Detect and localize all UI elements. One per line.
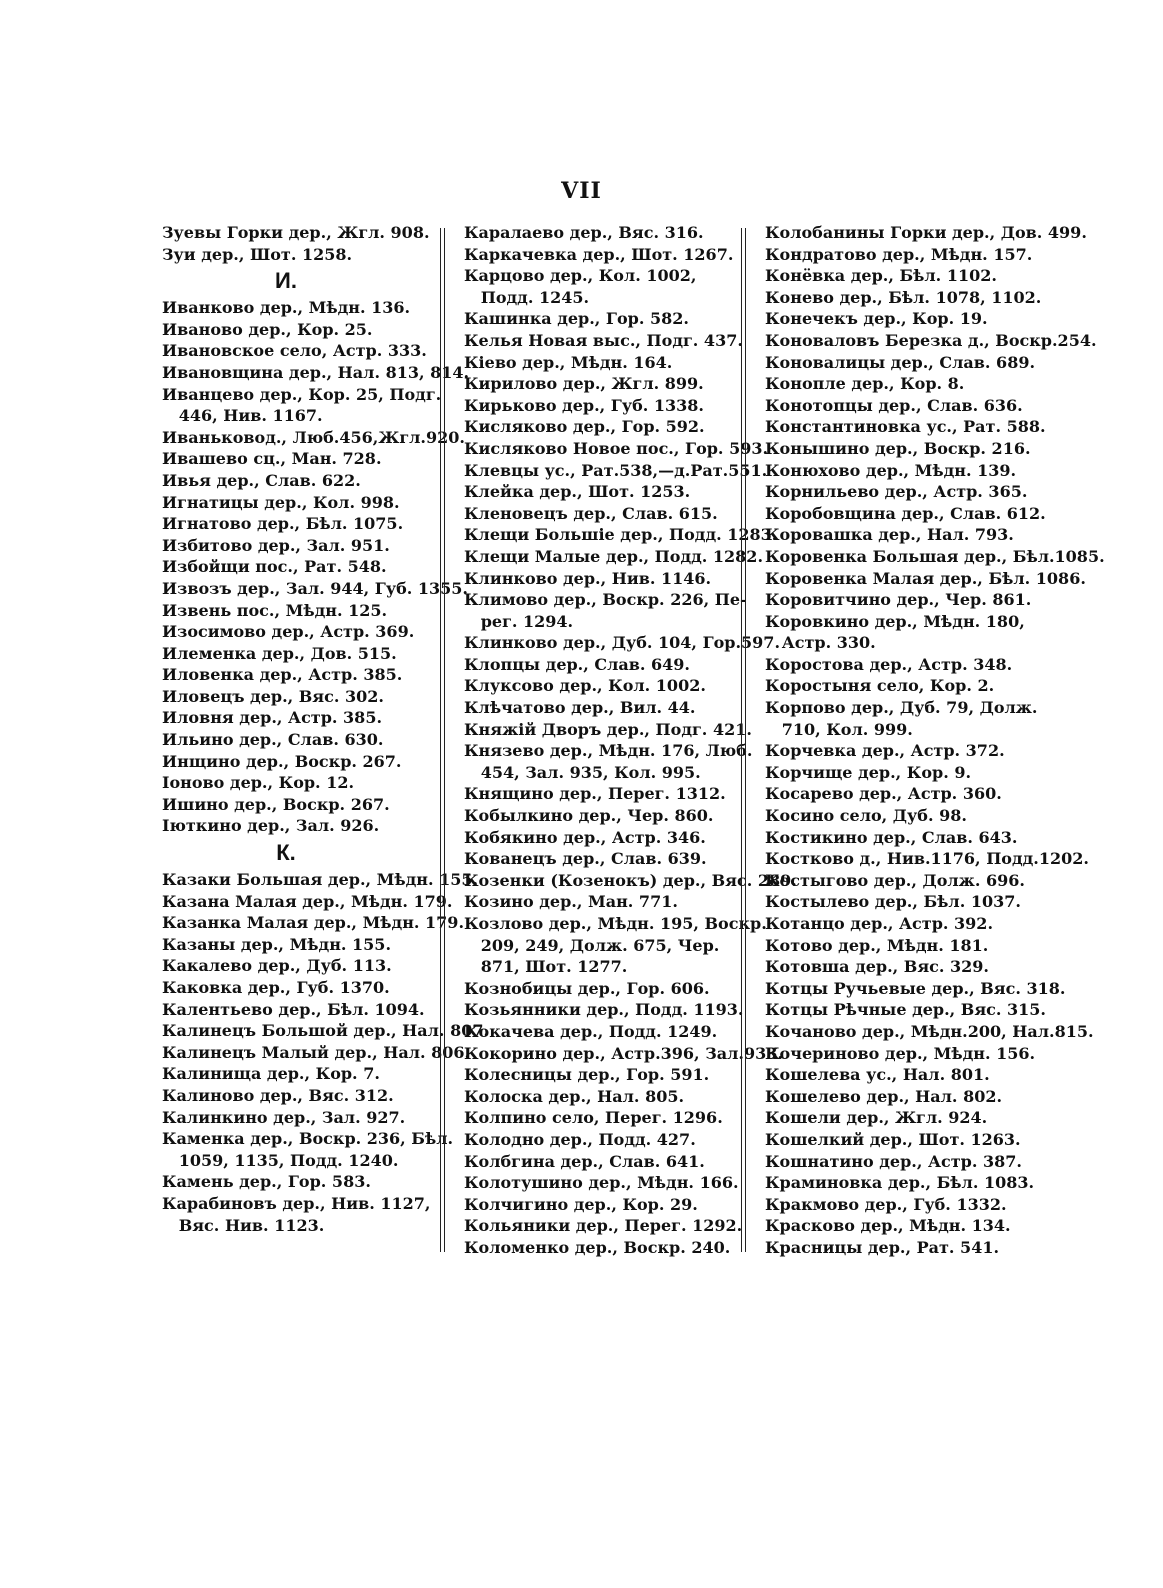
index-entry: Кознобицы дер., Гор. 606.	[464, 978, 710, 998]
index-entry: Кочаново дер., Мѣдн.200, Нал.815.	[765, 1021, 1094, 1041]
index-entry: Илеменка дер., Дов. 515.	[162, 643, 397, 663]
index-entry: Козино дер., Ман. 771.	[464, 892, 678, 912]
index-entry: Костыгово дер., Долж. 696.	[765, 870, 1025, 890]
index-entry: Каралаево дер., Вяс. 316.	[464, 223, 704, 242]
index-entry: Клинково дер., Нив. 1146.	[464, 568, 712, 588]
index-entry: Коростова дер., Астр. 348.	[765, 654, 1013, 674]
index-entry: Казаки Большая дер., Мѣдн. 155.	[162, 870, 479, 890]
index-entry: Княжій Дворъ дер., Подг. 421.	[464, 719, 752, 739]
index-entry: Кашинка дер., Гор. 582.	[464, 309, 689, 329]
index-entry: 209, 249, Долж. 675, Чер.	[464, 935, 720, 955]
index-entry: Клѣчатово дер., Вил. 44.	[464, 698, 696, 718]
index-entry: Кочериново дер., Мѣдн. 156.	[765, 1043, 1036, 1063]
index-entry: Калиново дер., Вяс. 312.	[162, 1085, 394, 1105]
index-entry: Козлово дер., Мѣдн. 195, Воскр.	[464, 914, 767, 933]
index-entry: Кирьково дер., Губ. 1338.	[464, 395, 704, 415]
index-entry: Косарево дер., Астр. 360.	[765, 784, 1002, 804]
index-entry: Калинецъ Большой дер., Нал. 807.	[162, 1021, 490, 1041]
index-entry: Конёвка дер., Бѣл. 1102.	[765, 266, 997, 286]
page-number: VII	[561, 178, 602, 204]
index-entry: Кокачева дер., Подд. 1249.	[464, 1021, 718, 1041]
index-entry: Кондратово дер., Мѣдн. 157.	[765, 244, 1033, 264]
index-entry: Калинецъ Малый дер., Нал. 806.	[162, 1042, 471, 1062]
index-entry: Корнильево дер., Астр. 365.	[765, 482, 1028, 502]
index-entry: Конечекъ дер., Кор. 19.	[765, 309, 988, 329]
index-entry: Калинища дер., Кор. 7.	[162, 1064, 380, 1084]
index-entry: Іоново дер., Кор. 12.	[162, 773, 355, 793]
index-entry: Колотушино дер., Мѣдн. 166.	[464, 1173, 739, 1193]
index-entry: Коровенка Малая дер., Бѣл. 1086.	[765, 568, 1086, 588]
index-entry: Клейка дер., Шот. 1253.	[464, 482, 691, 502]
index-entry: Коровитчино дер., Чер. 861.	[765, 590, 1032, 610]
index-entry: Клинково дер., Дуб. 104, Гор.597.	[464, 633, 781, 653]
index-entry: Ивья дер., Слав. 622.	[162, 470, 361, 490]
index-entry: Колесницы дер., Гор. 591.	[464, 1065, 710, 1085]
index-entry: Корчевка дер., Астр. 372.	[765, 741, 1005, 761]
index-entry: Зуевы Горки дер., Жгл. 908.	[162, 223, 430, 242]
index-entry: Камень дер., Гор. 583.	[162, 1172, 371, 1192]
index-entry: Изосимово дер., Астр. 369.	[162, 622, 415, 642]
index-entry: 446, Нив. 1167.	[162, 406, 323, 426]
index-entry: Калинкино дер., Зал. 927.	[162, 1107, 406, 1127]
index-entry: Кокорино дер., Астр.396, Зал.933.	[464, 1043, 783, 1063]
index-entry: Какалево дер., Дуб. 113.	[162, 956, 392, 976]
index-entry: Колодно дер., Подд. 427.	[464, 1129, 696, 1149]
index-column-3	[765, 222, 1105, 1259]
index-entry: Костылево дер., Бѣл. 1037.	[765, 892, 1021, 912]
index-entry: Колпино село, Перег. 1296.	[464, 1108, 723, 1128]
index-entry: 710, Кол. 999.	[765, 719, 913, 739]
index-entry: Колбгина дер., Слав. 641.	[464, 1151, 705, 1171]
index-entry: рег. 1294.	[464, 611, 574, 631]
index-entry: Кленовецъ дер., Слав. 615.	[464, 503, 718, 523]
index-entry: Конюхово дер., Мѣдн. 139.	[765, 460, 1017, 480]
index-entry: Котово дер., Мѣдн. 181.	[765, 935, 989, 955]
index-entry: Калентьево дер., Бѣл. 1094.	[162, 999, 425, 1019]
index-column-2	[464, 222, 797, 1259]
index-entry: Клещи Большіе дер., Подд. 1283.	[464, 525, 778, 545]
index-entry: Колобанины Горки дер., Дов. 499.	[765, 223, 1087, 242]
index-entry: Коноваловъ Березка д., Воскр.254.	[765, 330, 1097, 350]
index-entry: Казана Малая дер., Мѣдн. 179.	[162, 891, 453, 911]
index-entry: Извень пос., Мѣдн. 125.	[162, 600, 388, 620]
index-entry: Иваново дер., Кор. 25.	[162, 319, 373, 339]
index-entry: Котцы Рѣчные дер., Вяс. 315.	[765, 1000, 1046, 1020]
index-entry: Избитово дер., Зал. 951.	[162, 535, 390, 555]
index-entry: Кошнатино дер., Астр. 387.	[765, 1151, 1022, 1171]
index-entry: Іюткино дер., Зал. 926.	[162, 816, 380, 836]
index-entry: Коровкино дер., Мѣдн. 180,	[765, 611, 1025, 631]
index-entry: Иловенка дер., Астр. 385.	[162, 665, 403, 685]
index-entry: Каковка дер., Губ. 1370.	[162, 978, 390, 997]
index-entry: Коновалицы дер., Слав. 689.	[765, 352, 1036, 372]
index-entry: Краминовка дер., Бѣл. 1083.	[765, 1173, 1035, 1193]
index-entry: Конотопцы дер., Слав. 636.	[765, 395, 1023, 415]
index-entry: Клопцы дер., Слав. 649.	[464, 654, 690, 674]
index-entry: Кошелева ус., Нал. 801.	[765, 1065, 990, 1085]
index-entry: Кирилово дер., Жгл. 899.	[464, 374, 704, 394]
index-entry: 1059, 1135, Подд. 1240.	[162, 1150, 399, 1170]
index-entry: Иваньковод., Люб.456,Жгл.920.	[162, 427, 465, 447]
index-entry: Избойщи пос., Рат. 548.	[162, 557, 387, 577]
index-column-1	[162, 222, 490, 1236]
index-entry: Кошелкий дер., Шот. 1263.	[765, 1129, 1021, 1149]
index-entry: Ивановщина дер., Нал. 813, 814.	[162, 362, 470, 382]
index-entry: Извозъ дер., Зал. 944, Губ. 1355.	[162, 578, 468, 598]
index-entry: Кобякино дер., Астр. 346.	[464, 827, 706, 847]
index-entry: Ивановское село, Астр. 333.	[162, 341, 427, 361]
index-entry: Конопле дер., Кор. 8.	[765, 374, 965, 394]
index-entry: Князево дер., Мѣдн. 176, Люб.	[464, 741, 753, 761]
index-entry: Каменка дер., Воскр. 236, Бѣл.	[162, 1129, 454, 1149]
index-entry: Клевцы ус., Рат.538,—д.Рат.551.	[464, 460, 768, 480]
index-entry: Княщино дер., Перег. 1312.	[464, 784, 726, 804]
index-entry: Ишино дер., Воскр. 267.	[162, 794, 390, 814]
index-entry: Кракмово дер., Губ. 1332.	[765, 1194, 1007, 1214]
column-divider	[741, 228, 746, 1252]
index-entry: Козьянники дер., Подд. 1193.	[464, 1000, 744, 1020]
index-entry: Коробовщина дер., Слав. 612.	[765, 503, 1046, 523]
index-entry: Зуи дер., Шот. 1258.	[162, 244, 353, 264]
index-entry: Красницы дер., Рат. 541.	[765, 1237, 1000, 1257]
index-entry: Клещи Малые дер., Подд. 1282.	[464, 546, 764, 566]
index-entry: Ивашево сц., Ман. 728.	[162, 449, 382, 469]
index-entry: Козенки (Козенокъ) дер., Вяс. 289.	[464, 870, 797, 890]
index-entry: Котанцо дер., Астр. 392.	[765, 914, 994, 933]
index-entry: Кованецъ дер., Слав. 639.	[464, 849, 707, 869]
index-entry: Клуксово дер., Кол. 1002.	[464, 676, 706, 696]
column-divider	[440, 228, 445, 1252]
index-entry: Иванково дер., Мѣдн. 136.	[162, 298, 411, 318]
index-entry: Коростыня село, Кор. 2.	[765, 676, 995, 696]
index-entry: Игнатицы дер., Кол. 998.	[162, 492, 400, 512]
index-entry: Котцы Ручьевые дер., Вяс. 318.	[765, 978, 1066, 998]
section-letter-heading: К.	[276, 840, 296, 866]
index-entry: Колоска дер., Нал. 805.	[464, 1086, 685, 1106]
index-entry: Косино село, Дуб. 98.	[765, 806, 967, 826]
index-entry: Костково д., Нив.1176, Подд.1202.	[765, 849, 1089, 869]
index-entry: Кисляково Новое пос., Гор. 593.	[464, 438, 769, 458]
index-entry: Котовша дер., Вяс. 329.	[765, 957, 989, 977]
index-entry: Коровенка Большая дер., Бѣл.1085.	[765, 546, 1105, 566]
index-entry: Константиновка ус., Рат. 588.	[765, 417, 1046, 437]
index-entry: Колчигино дер., Кор. 29.	[464, 1194, 698, 1214]
index-entry: Кошели дер., Жгл. 924.	[765, 1108, 988, 1128]
index-entry: Карабиновъ дер., Нив. 1127,	[162, 1193, 431, 1213]
index-entry: Костикино дер., Слав. 643.	[765, 827, 1018, 847]
index-entry: Инщино дер., Воскр. 267.	[162, 751, 402, 771]
index-entry: Кошелево дер., Нал. 802.	[765, 1086, 1003, 1106]
index-entry: Казаны дер., Мѣдн. 155.	[162, 934, 392, 954]
index-entry: Корпово дер., Дуб. 79, Долж.	[765, 698, 1038, 718]
index-entry: 454, Зал. 935, Кол. 995.	[464, 762, 701, 782]
index-entry: Иловецъ дер., Вяс. 302.	[162, 686, 384, 706]
index-entry: Конево дер., Бѣл. 1078, 1102.	[765, 287, 1042, 307]
index-entry: Каркачевка дер., Шот. 1267.	[464, 244, 734, 264]
index-entry: Конышино дер., Воскр. 216.	[765, 438, 1031, 458]
index-entry: Иванцево дер., Кор. 25, Подг.	[162, 384, 442, 404]
index-entry: Климово дер., Воскр. 226, Пе-	[464, 590, 747, 610]
index-entry: Подд. 1245.	[464, 287, 590, 307]
index-entry: Кіево дер., Мѣдн. 164.	[464, 352, 673, 372]
index-entry: Вяс. Нив. 1123.	[162, 1215, 325, 1235]
index-entry: 871, Шот. 1277.	[464, 957, 628, 977]
index-entry: Красково дер., Мѣдн. 134.	[765, 1216, 1011, 1236]
index-entry: Корчище дер., Кор. 9.	[765, 762, 972, 782]
index-entry: Игнатово дер., Бѣл. 1075.	[162, 514, 404, 534]
index-entry: Коровашка дер., Нал. 793.	[765, 525, 1014, 545]
index-entry: Иловня дер., Астр. 385.	[162, 708, 383, 728]
index-entry: Астр. 330.	[765, 633, 876, 653]
index-entry: Келья Новая выс., Подг. 437.	[464, 330, 743, 350]
index-entry: Казанка Малая дер., Мѣдн. 179.	[162, 913, 465, 933]
index-entry: Кобылкино дер., Чер. 860.	[464, 806, 714, 826]
index-entry: Кольяники дер., Перег. 1292.	[464, 1216, 743, 1236]
index-entry: Коломенко дер., Воскр. 240.	[464, 1237, 731, 1257]
section-letter-heading: И.	[275, 268, 297, 294]
index-entry: Карцово дер., Кол. 1002,	[464, 266, 697, 286]
index-entry: Ильино дер., Слав. 630.	[162, 730, 384, 750]
index-entry: Кисляково дер., Гор. 592.	[464, 417, 705, 437]
